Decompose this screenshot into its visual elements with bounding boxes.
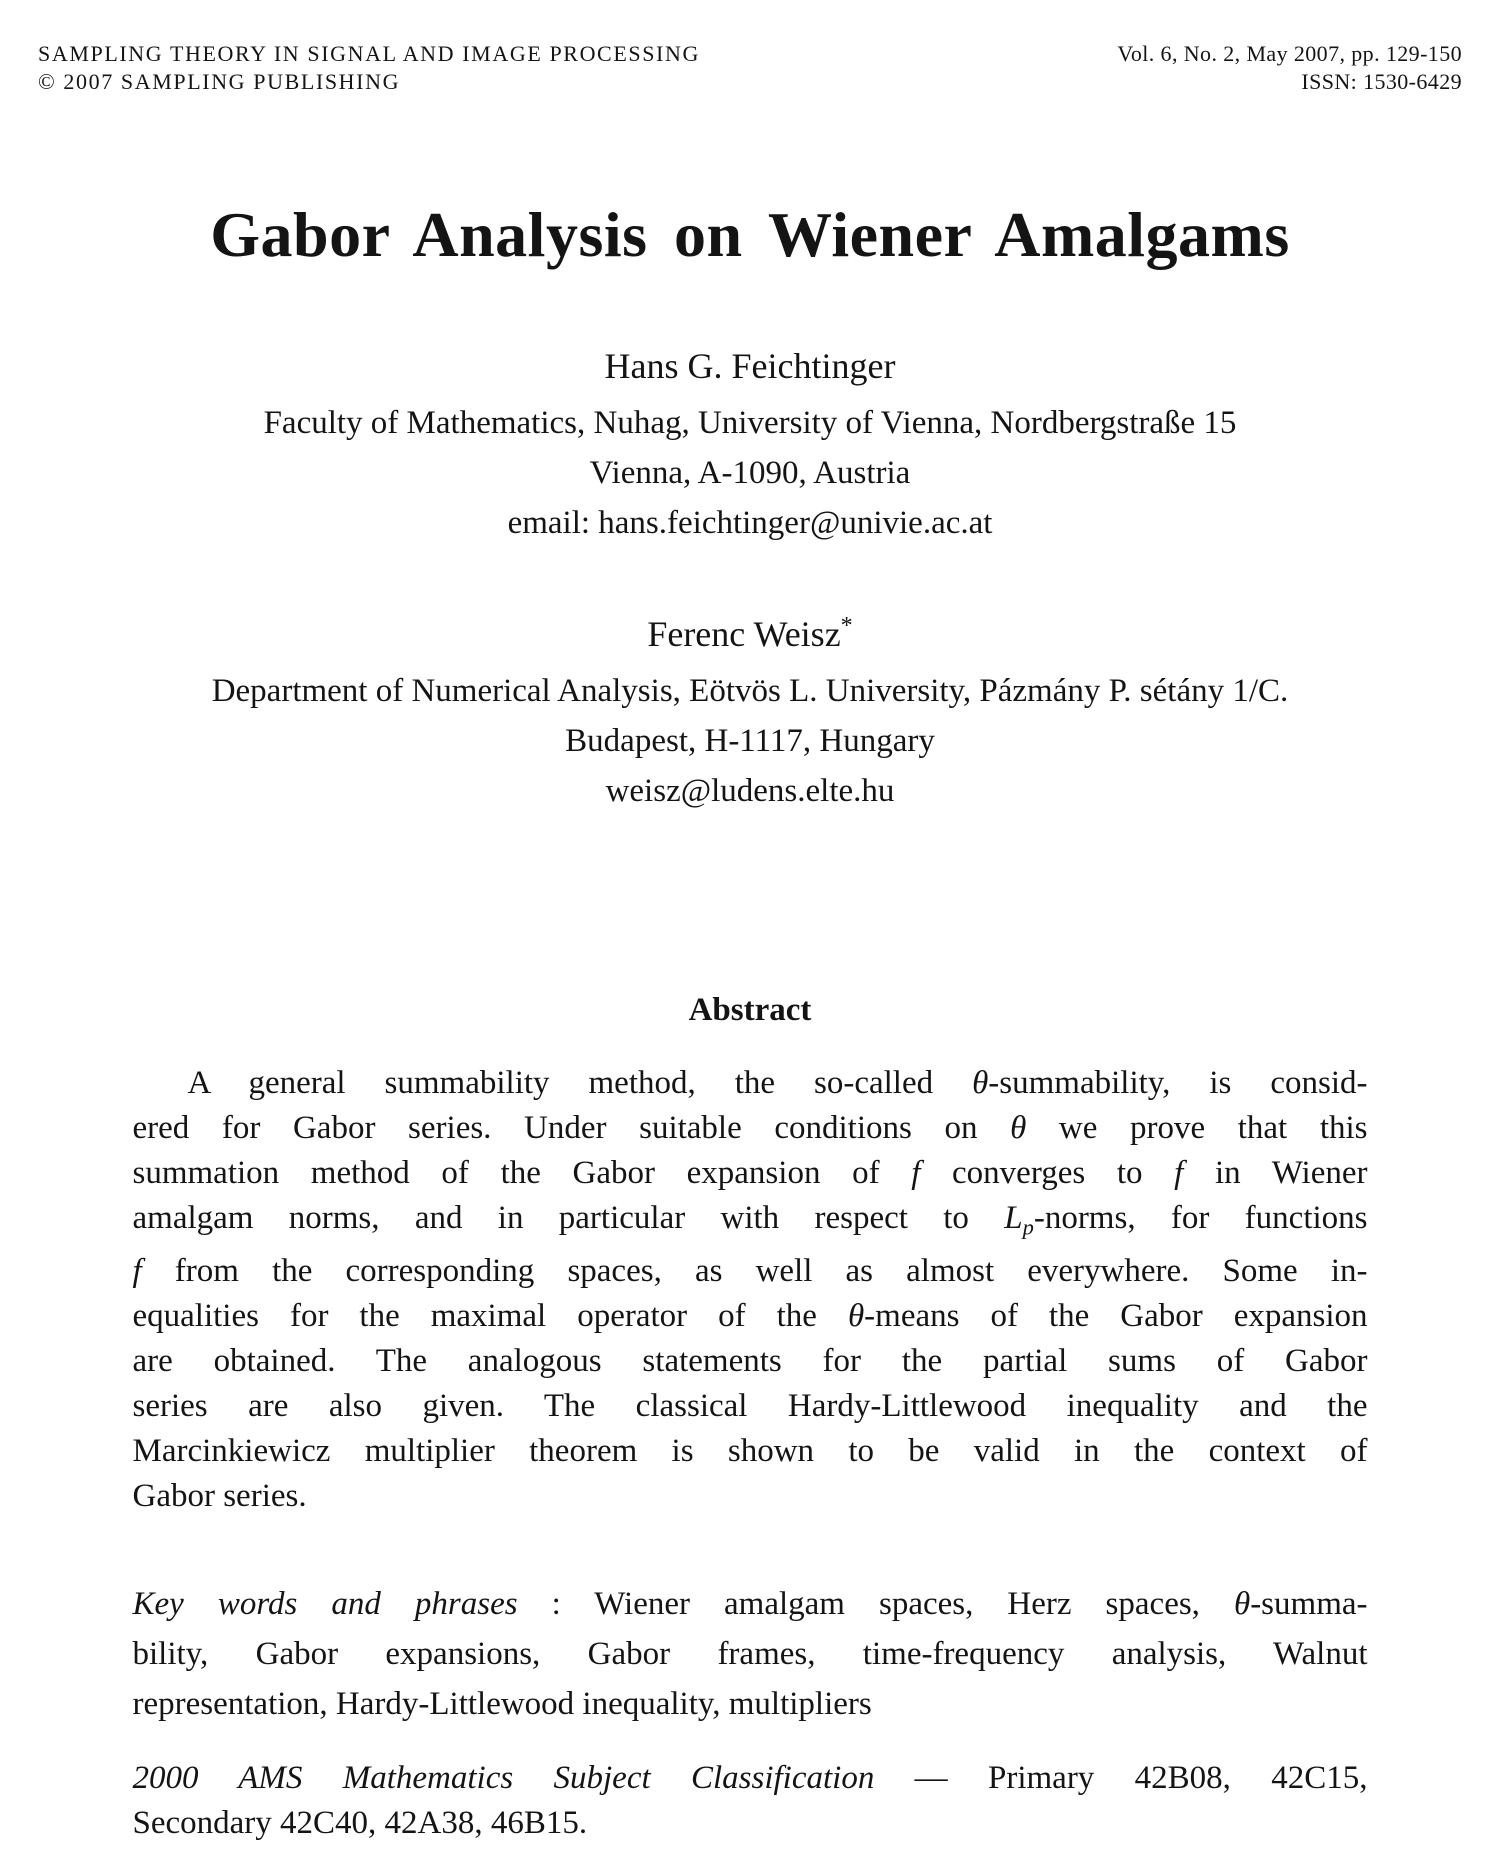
abstract-text-run: -norms, for functions — [1033, 1200, 1368, 1236]
keywords-text-run: -summa- — [1250, 1586, 1368, 1623]
math-theta: θ — [1233, 1586, 1251, 1623]
abstract-text-run: converges to — [920, 1155, 1175, 1191]
abstract-text-run: summation method of the Gabor expansion of — [132, 1155, 912, 1191]
math-theta: θ — [847, 1298, 865, 1335]
math-f: f — [132, 1253, 142, 1290]
journal-name-block — [38, 40, 700, 96]
author-footnote-mark: * — [840, 613, 853, 639]
author-affiliation: Budapest, H-1117, Hungary — [565, 723, 935, 759]
author-weisz-details — [0, 666, 1500, 816]
abstract-text-run: ered for Gabor series. Under suitable conditions on — [132, 1110, 1011, 1146]
keywords-label: Key words and phrases — [132, 1586, 518, 1623]
math-f: f — [911, 1155, 921, 1191]
author-name-text: Ferenc Weisz — [647, 614, 841, 654]
author-affiliation: Department of Numerical Analysis, Eötvös L. University, Pázmány P. sétány 1/C. — [211, 673, 1289, 709]
abstract-line — [133, 1339, 1368, 1384]
abstract-line — [133, 1384, 1368, 1429]
abstract-text-run: from the corresponding spaces, as well as almost everywhere. Some in- — [141, 1253, 1368, 1290]
abstract-text-run: series are also given. The classical Hardy-Littlewood inequality and the — [132, 1388, 1368, 1425]
keywords-line — [133, 1679, 1368, 1729]
author-affiliation: Faculty of Mathematics, Nuhag, University of Vienna, Nordbergstraße 15 — [263, 405, 1237, 441]
journal-copyright: © 2007 SAMPLING PUBLISHING — [38, 69, 401, 94]
keywords-text-run: bility, Gabor expansions, Gabor frames, time-frequency analysis, Walnut — [132, 1636, 1368, 1673]
abstract-text-run: amalgam norms, and in particular with respect to — [132, 1200, 1005, 1236]
abstract-line — [133, 1429, 1368, 1474]
abstract-line — [133, 1061, 1368, 1106]
keywords-text-run: representation, Hardy-Littlewood inequality, multipliers — [132, 1686, 872, 1723]
abstract-line — [133, 1474, 1368, 1519]
author-name-text: Hans G. Feichtinger — [604, 346, 896, 386]
author-affiliation: Vienna, A-1090, Austria — [589, 455, 911, 491]
abstract-heading: Abstract — [688, 992, 812, 1028]
math-f: f — [1174, 1155, 1184, 1191]
author-name-feichtinger — [0, 336, 1500, 388]
author-email: weisz@ludens.elte.hu — [605, 773, 895, 809]
journal-issn: ISSN: 1530-6429 — [1301, 69, 1462, 94]
abstract-text-run: Marcinkiewicz multiplier theorem is shown to be valid in the context of — [132, 1433, 1368, 1470]
abstract-text — [133, 1061, 1368, 1519]
abstract-text-run: we prove that this — [1026, 1110, 1368, 1146]
math-subscript-p: p — [1022, 1214, 1034, 1240]
keywords-line — [133, 1579, 1368, 1629]
keywords-paragraph — [133, 1579, 1368, 1729]
abstract-text-run: are obtained. The analogous statements for the partial sums of Gabor — [132, 1343, 1368, 1380]
journal-issue-block — [1117, 40, 1462, 96]
classification-line — [133, 1756, 1368, 1801]
paper-title: Gabor Analysis on Wiener Amalgams — [210, 199, 1290, 270]
keywords-line — [133, 1629, 1368, 1679]
abstract-line — [133, 1249, 1368, 1294]
author-feichtinger-details — [0, 398, 1500, 548]
math-L: L — [1004, 1200, 1023, 1236]
abstract-text-run: -summability, is consid- — [988, 1065, 1368, 1101]
journal-header — [0, 0, 1500, 96]
math-theta: θ — [972, 1065, 989, 1101]
abstract-line — [133, 1106, 1368, 1151]
classification-label: 2000 AMS Mathematics Subject Classification — [132, 1760, 875, 1797]
abstract-text-run: Gabor series. — [132, 1478, 307, 1515]
abstract-text-run: equalities for the maximal operator of the — [132, 1298, 848, 1335]
abstract-text-run: in Wiener — [1183, 1155, 1368, 1191]
journal-name: SAMPLING THEORY IN SIGNAL AND IMAGE PROCESSING — [38, 41, 700, 66]
author-name-weisz — [0, 604, 1500, 656]
classification-paragraph — [133, 1756, 1368, 1846]
classification-line — [133, 1801, 1368, 1846]
keywords-text-run: : Wiener amalgam spaces, Herz spaces, — [517, 1586, 1234, 1623]
abstract-text-run: A general summability method, the so-called — [187, 1065, 973, 1101]
classification-text-run: Secondary 42C40, 42A38, 46B15. — [132, 1805, 588, 1842]
abstract-line — [133, 1151, 1368, 1196]
abstract-line — [133, 1196, 1368, 1249]
classification-text-run: — Primary 42B08, 42C15, — [874, 1760, 1368, 1797]
journal-volume-info: Vol. 6, No. 2, May 2007, pp. 129-150 — [1117, 41, 1462, 66]
math-theta: θ — [1010, 1110, 1027, 1146]
abstract-text-run: -means of the Gabor expansion — [864, 1298, 1368, 1335]
abstract-line — [133, 1294, 1368, 1339]
author-email: email: hans.feichtinger@univie.ac.at — [507, 505, 993, 541]
